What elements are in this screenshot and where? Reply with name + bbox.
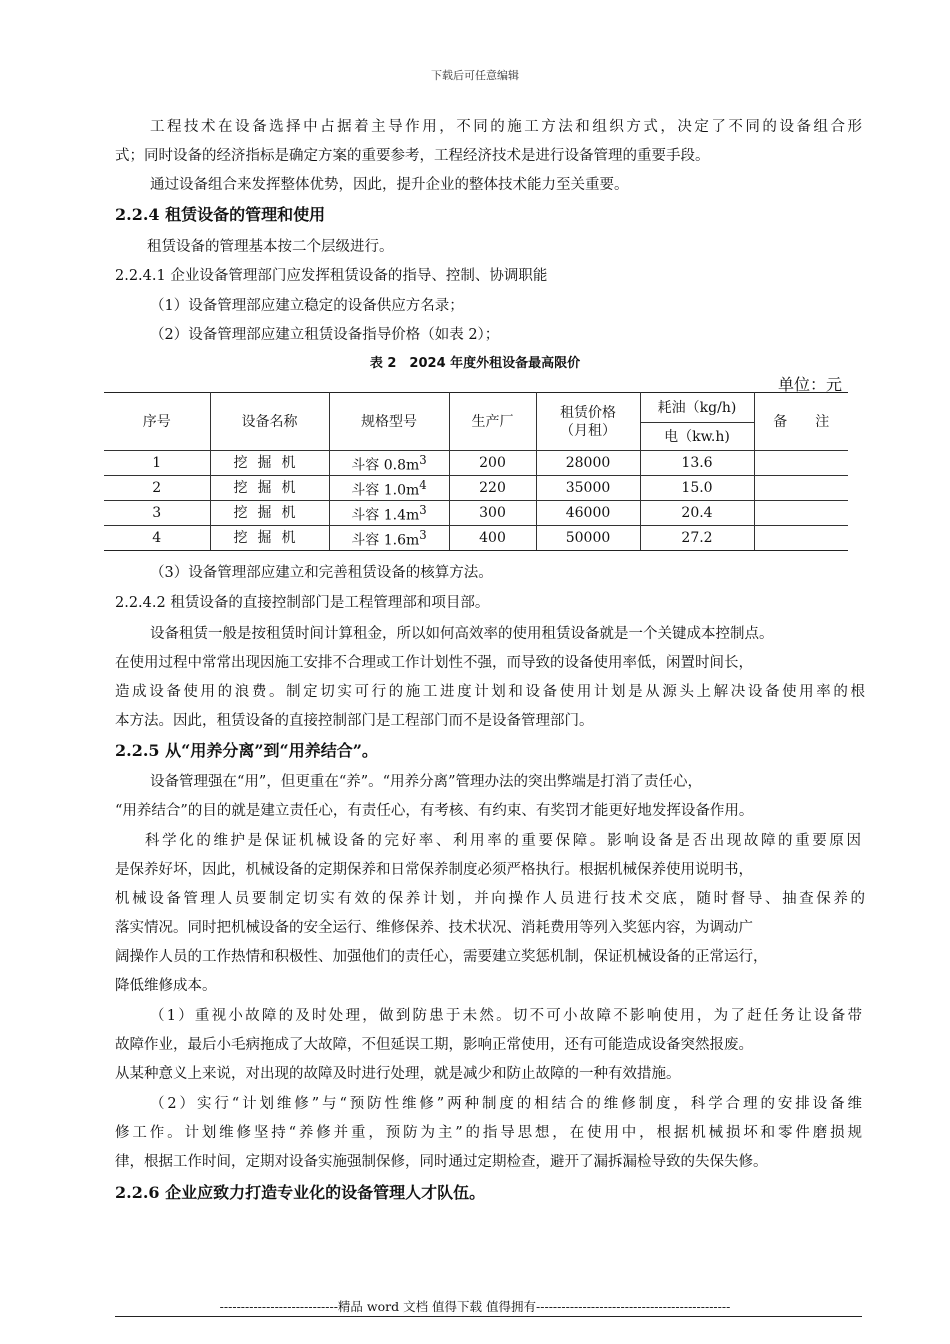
table-caption: 表 2 2024 年度外租设备最高限价 [369,356,581,371]
subsection-heading-2-2-4-2: 2.2.4.2 租赁设备的直接控制部门是工程管理部和项目部。 [115,595,490,611]
cell-name: 挖掘机 [210,476,329,501]
cell-note [754,526,848,551]
paragraph-line: 造成设备使用的浪费。制定切实可行的施工进度计划和设备使用计划是从源头上解决设备使用率的根 [115,684,865,700]
cell-price: 46000 [536,501,640,526]
list-item: （2）设备管理部应建立租赁设备指导价格（如表 2）； [150,327,500,343]
spec-text: 斗容 1.0m [351,482,420,499]
cell-name: 挖掘机 [210,501,329,526]
cell-no: 4 [104,526,210,551]
paragraph-line: 租赁设备的管理基本按二个层级进行。 [147,239,394,255]
paragraph-line: “用养结合”的目的就是建立责任心，有责任心，有考核、有约束、有奖罚才能更好地发挥设备作用。 [115,803,754,819]
cell-no: 2 [104,476,210,501]
paragraph-line: （2）实行“计划维修”与“预防性维修”两种制度的相结合的维修制度，科学合理的安排设备维 [150,1096,862,1112]
cell-note [754,476,848,501]
paragraph-line: 式；同时设备的经济指标是确定方案的重要参考，工程经济技术是进行设备管理的重要手段。 [115,148,710,164]
spec-superscript: 4 [419,478,427,493]
paragraph-line: 阔操作人员的工作热情和积极性、加强他们的责任心，需要建立奖惩机制，保证机械设备的正常运行， [115,949,768,965]
paragraph-line: 落实情况。同时把机械设备的安全运行、维修保养、技术状况、消耗费用等列入奖惩内容，为调动广 [115,920,753,936]
page-footer: ----------------------------精品 word 文档 值得下载 值得拥有---------------------------------------------- [219,1299,731,1314]
col-header-price [536,393,640,451]
paragraph-line: （1）重视小故障的及时处理，做到防患于未然。切不可小故障不影响使用，为了赶任务让设备带 [150,1008,862,1024]
table-row [104,501,848,526]
paragraph-line: 通过设备组合来发挥整体优势，因此，提升企业的整体技术能力至关重要。 [150,177,629,193]
spec-text: 斗容 0.8m [351,457,420,474]
cell-consume: 20.4 [640,501,754,526]
paragraph-line: 是保养好坏，因此，机械设备的定期保养和日常保养制度必须严格执行。根据机械保养使用说明书， [115,862,753,878]
cell-name: 挖掘机 [210,526,329,551]
cell-maker: 300 [449,501,536,526]
cell-maker: 220 [449,476,536,501]
col-header-elec: 电（kw.h) [640,423,754,451]
cell-spec [329,476,449,501]
col-header-no: 序号 [104,393,210,451]
cell-consume: 15.0 [640,476,754,501]
col-header-price-line1: 租赁价格 [560,404,616,421]
paragraph-line: 工程技术在设备选择中占据着主导作用，不同的施工方法和组织方式，决定了不同的设备组合形 [150,119,862,135]
cell-maker: 200 [449,451,536,476]
spec-text: 斗容 1.4m [351,507,420,524]
footer-divider [115,1316,862,1317]
cell-no: 1 [104,451,210,476]
spec-superscript: 3 [419,528,427,543]
cell-price: 28000 [536,451,640,476]
table-row [104,451,848,476]
table-unit: 单位：元 [777,375,842,394]
paragraph-line: 设备租赁一般是按租赁时间计算租金，所以如何高效率的使用租赁设备就是一个关键成本控制点。 [150,626,774,642]
paragraph-line: 律，根据工作时间，定期对设备实施强制保修，同时通过定期检查，避开了漏拆漏检导致的失保失修。 [115,1154,768,1170]
subsection-heading-2-2-4-1: 2.2.4.1 企业设备管理部门应发挥租赁设备的指导、控制、协调职能 [115,268,548,284]
paragraph-line: 设备管理强在“用”，但更重在“养”。“用养分离”管理办法的突出弊端是打消了责任心， [150,774,702,790]
col-header-name: 设备名称 [210,393,329,451]
cell-spec [329,526,449,551]
list-item: （3）设备管理部应建立和完善租赁设备的核算方法。 [150,565,493,581]
cell-consume: 27.2 [640,526,754,551]
cell-price: 35000 [536,476,640,501]
paragraph-line: 修工作。计划维修坚持“养修并重，预防为主”的指导思想，在使用中，根据机械损坏和零件磨损规 [115,1125,862,1141]
section-heading-2-2-4: 2.2.4 租赁设备的管理和使用 [115,205,326,224]
cell-spec [329,451,449,476]
col-header-oil: 耗油（kg/h) [640,393,754,423]
section-heading-2-2-6: 2.2.6 企业应致力打造专业化的设备管理人才队伍。 [115,1183,486,1202]
paragraph-line: 本方法。因此，租赁设备的直接控制部门是工程部门而不是设备管理部门。 [115,713,594,729]
paragraph-line: 降低维修成本。 [115,978,217,994]
cell-spec [329,501,449,526]
cell-no: 3 [104,501,210,526]
cell-price: 50000 [536,526,640,551]
paragraph-line: 在使用过程中常常出现因施工安排不合理或工作计划性不强，而导致的设备使用率低，闲置时间长， [115,655,753,671]
spec-superscript: 3 [419,453,427,468]
col-header-price-line2: （月租） [560,422,616,439]
paragraph-line: 从某种意义上来说，对出现的故障及时进行处理，就是减少和防止故障的一种有效措施。 [115,1066,681,1082]
table-row [104,526,848,551]
section-heading-2-2-5: 2.2.5 从“用养分离”到“用养结合”。 [115,741,378,760]
col-header-spec: 规格型号 [329,393,449,451]
cell-note [754,451,848,476]
paragraph-line: 机械设备管理人员要制定切实有效的保养计划，并向操作人员进行技术交底，随时督导、抽查保养的 [115,891,865,907]
cell-note [754,501,848,526]
rental-price-table [104,392,848,551]
spec-text: 斗容 1.6m [351,532,420,549]
col-header-note: 备 注 [754,393,848,451]
cell-name: 挖掘机 [210,451,329,476]
cell-consume: 13.6 [640,451,754,476]
col-header-maker: 生产厂 [449,393,536,451]
cell-maker: 400 [449,526,536,551]
table-row [104,476,848,501]
list-item: （1）设备管理部应建立稳定的设备供应方名录； [150,298,464,314]
spec-superscript: 3 [419,503,427,518]
page-header: 下载后可任意编辑 [431,69,519,82]
paragraph-line: 故障作业，最后小毛病拖成了大故障，不但延误工期，影响正常使用，还有可能造成设备突然报废。 [115,1037,753,1053]
paragraph-line: 科学化的维护是保证机械设备的完好率、利用率的重要保障。影响设备是否出现故障的重要原因 [145,833,861,849]
